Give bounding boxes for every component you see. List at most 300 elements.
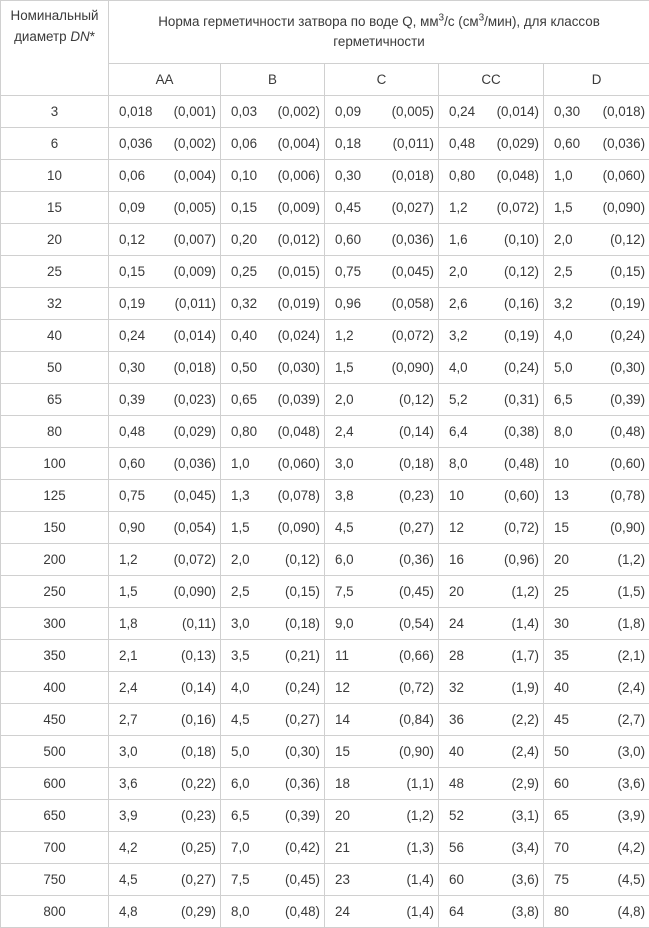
value-mm3-per-s: 0,30 [554,104,580,119]
dn-cell: 15 [1,192,109,224]
value-mm3-per-s: 36 [449,712,464,727]
norm-cell [439,320,544,352]
norm-cell [109,864,221,896]
norm-cell [109,672,221,704]
norm-cell [109,480,221,512]
dn-cell: 650 [1,800,109,832]
value-cm3-per-min: (1,9) [511,680,539,695]
value-cm3-per-min: (0,027) [392,200,434,215]
value-cm3-per-min: (0,004) [278,136,320,151]
norm-title-part3: /мин), для классов [484,14,600,29]
value-cm3-per-min: (0,24) [610,328,645,343]
dn-cell: 10 [1,160,109,192]
value-cm3-per-min: (0,27) [181,872,216,887]
norm-cell [221,832,325,864]
value-cm3-per-min: (0,24) [504,360,539,375]
norm-cell [109,128,221,160]
table-row [1,864,649,896]
table-row [1,672,649,704]
value-mm3-per-s: 0,80 [449,168,475,183]
norm-cell [325,800,439,832]
value-mm3-per-s: 20 [449,584,464,599]
norm-cell [325,864,439,896]
value-cm3-per-min: (2,7) [618,712,646,727]
norm-cell [109,800,221,832]
value-mm3-per-s: 2,7 [119,712,138,727]
value-cm3-per-min: (4,8) [618,904,646,919]
value-cm3-per-min: (3,1) [511,808,539,823]
value-mm3-per-s: 15 [335,744,350,759]
norm-cell [221,224,325,256]
table-row [1,544,649,576]
norm-cell [221,480,325,512]
value-cm3-per-min: (0,054) [174,520,216,535]
value-mm3-per-s: 1,3 [231,488,250,503]
norm-cell [109,704,221,736]
value-cm3-per-min: (0,060) [278,456,320,471]
value-mm3-per-s: 8,0 [554,424,573,439]
value-cm3-per-min: (0,96) [504,552,539,567]
dn-cell: 300 [1,608,109,640]
dn-cell: 125 [1,480,109,512]
value-mm3-per-s: 0,60 [119,456,145,471]
value-cm3-per-min: (0,15) [610,264,645,279]
dn-cell: 3 [1,96,109,128]
value-cm3-per-min: (0,19) [504,328,539,343]
value-cm3-per-min: (0,011) [175,296,216,311]
norm-cell [325,224,439,256]
value-mm3-per-s: 28 [449,648,464,663]
value-cm3-per-min: (2,4) [618,680,646,695]
norm-cell [221,320,325,352]
norm-cell [325,736,439,768]
value-mm3-per-s: 0,06 [119,168,145,183]
dn-cell: 200 [1,544,109,576]
table-row [1,224,649,256]
value-cm3-per-min: (0,036) [603,136,645,151]
norm-cell [109,608,221,640]
value-cm3-per-min: (0,31) [504,392,539,407]
norm-cell [439,224,544,256]
norm-cell [221,768,325,800]
dn-cell: 500 [1,736,109,768]
norm-cell [544,896,649,928]
value-cm3-per-min: (0,018) [603,104,645,119]
value-mm3-per-s: 0,65 [231,392,257,407]
value-cm3-per-min: (0,21) [285,648,320,663]
norm-title-part1: Норма герметичности затвора по воде Q, мм [158,14,438,29]
value-cm3-per-min: (0,009) [278,200,320,215]
norm-cell [439,192,544,224]
value-cm3-per-min: (0,23) [399,488,434,503]
value-mm3-per-s: 0,20 [231,232,257,247]
dn-cell: 40 [1,320,109,352]
table-row [1,704,649,736]
value-cm3-per-min: (1,2) [618,552,646,567]
norm-cell [439,352,544,384]
norm-cell [221,192,325,224]
value-cm3-per-min: (4,2) [618,840,646,855]
value-mm3-per-s: 45 [554,712,569,727]
norm-cell [439,896,544,928]
dn-cell: 600 [1,768,109,800]
value-cm3-per-min: (0,12) [399,392,434,407]
value-mm3-per-s: 0,19 [119,296,145,311]
norm-cell [439,736,544,768]
norm-cell [109,320,221,352]
norm-cell [544,128,649,160]
norm-cell [439,160,544,192]
value-cm3-per-min: (0,029) [497,136,539,151]
value-mm3-per-s: 0,25 [231,264,257,279]
norm-cell [109,640,221,672]
value-mm3-per-s: 60 [449,872,464,887]
value-mm3-per-s: 65 [554,808,569,823]
norm-cell [109,576,221,608]
table-row [1,512,649,544]
norm-cell [325,128,439,160]
value-mm3-per-s: 40 [449,744,464,759]
norm-cell [544,96,649,128]
value-cm3-per-min: (0,39) [285,808,320,823]
value-cm3-per-min: (0,029) [174,424,216,439]
value-cm3-per-min: (2,4) [511,744,539,759]
value-cm3-per-min: (0,018) [392,168,434,183]
value-mm3-per-s: 24 [449,616,464,631]
value-cm3-per-min: (0,090) [392,360,434,375]
norm-cell [544,576,649,608]
norm-cell [221,352,325,384]
dn-cell: 250 [1,576,109,608]
value-mm3-per-s: 4,5 [119,872,138,887]
norm-cell [544,256,649,288]
table-row [1,800,649,832]
value-mm3-per-s: 0,24 [119,328,145,343]
value-cm3-per-min: (0,014) [497,104,539,119]
norm-cell [325,832,439,864]
value-mm3-per-s: 75 [554,872,569,887]
value-mm3-per-s: 1,5 [554,200,573,215]
value-mm3-per-s: 1,5 [119,584,138,599]
value-cm3-per-min: (0,12) [285,552,320,567]
value-cm3-per-min: (0,072) [392,328,434,343]
value-mm3-per-s: 4,0 [449,360,468,375]
value-mm3-per-s: 3,9 [119,808,138,823]
value-mm3-per-s: 6,5 [554,392,573,407]
value-mm3-per-s: 2,0 [554,232,573,247]
value-mm3-per-s: 2,0 [335,392,354,407]
value-mm3-per-s: 56 [449,840,464,855]
value-mm3-per-s: 3,2 [554,296,573,311]
class-header-cc: CC [439,64,544,96]
value-mm3-per-s: 1,2 [335,328,354,343]
table-row [1,768,649,800]
value-mm3-per-s: 6,0 [231,776,250,791]
table-row [1,640,649,672]
norm-cell [439,480,544,512]
value-cm3-per-min: (0,54) [399,616,434,631]
norm-cell [221,128,325,160]
value-cm3-per-min: (0,002) [278,104,320,119]
value-cm3-per-min: (0,001) [174,104,216,119]
dn-column-header [1,1,109,96]
norm-title-line2: герметичности [333,34,424,49]
value-cm3-per-min: (0,48) [285,904,320,919]
norm-cell [544,224,649,256]
norm-cell [109,512,221,544]
value-mm3-per-s: 7,0 [231,840,250,855]
value-cm3-per-min: (1,5) [618,584,646,599]
value-mm3-per-s: 13 [554,488,569,503]
dn-cell: 400 [1,672,109,704]
value-mm3-per-s: 20 [554,552,569,567]
value-mm3-per-s: 80 [554,904,569,919]
value-cm3-per-min: (1,4) [511,616,539,631]
value-cm3-per-min: (0,36) [285,776,320,791]
norm-cell [109,352,221,384]
value-mm3-per-s: 15 [554,520,569,535]
value-cm3-per-min: (0,66) [399,648,434,663]
norm-cell [221,96,325,128]
value-mm3-per-s: 0,12 [119,232,145,247]
norm-cell [109,416,221,448]
value-mm3-per-s: 6,0 [335,552,354,567]
value-cm3-per-min: (1,4) [406,904,434,919]
value-mm3-per-s: 0,32 [231,296,257,311]
norm-cell [439,576,544,608]
value-cm3-per-min: (0,024) [278,328,320,343]
value-mm3-per-s: 2,0 [449,264,468,279]
value-mm3-per-s: 0,30 [335,168,361,183]
value-mm3-per-s: 3,0 [231,616,250,631]
norm-title-sup1: 3 [439,13,445,24]
value-cm3-per-min: (0,018) [174,360,216,375]
value-mm3-per-s: 14 [335,712,350,727]
value-cm3-per-min: (0,45) [285,872,320,887]
norm-cell [109,96,221,128]
norm-cell [544,768,649,800]
norm-cell [221,384,325,416]
norm-cell [325,288,439,320]
value-cm3-per-min: (0,060) [603,168,645,183]
table-row [1,480,649,512]
value-mm3-per-s: 0,40 [231,328,257,343]
value-cm3-per-min: (0,22) [181,776,216,791]
norm-cell [325,352,439,384]
value-mm3-per-s: 0,60 [554,136,580,151]
header-row [1,1,649,64]
value-mm3-per-s: 0,06 [231,136,257,151]
value-mm3-per-s: 1,2 [119,552,138,567]
table-row [1,736,649,768]
value-cm3-per-min: (0,18) [285,616,320,631]
value-cm3-per-min: (3,6) [618,776,646,791]
norm-cell [221,416,325,448]
norm-cell [439,640,544,672]
table-row [1,128,649,160]
dn-label-line2: диаметр [14,29,70,44]
value-cm3-per-min: (1,7) [511,648,539,663]
norm-title-part2: /с (см [444,14,479,29]
value-mm3-per-s: 11 [335,648,349,663]
value-cm3-per-min: (0,13) [181,648,216,663]
norm-cell [325,608,439,640]
value-mm3-per-s: 0,18 [335,136,361,151]
value-cm3-per-min: (0,38) [504,424,539,439]
value-cm3-per-min: (0,011) [393,136,434,151]
value-mm3-per-s: 3,8 [335,488,354,503]
value-cm3-per-min: (0,036) [392,232,434,247]
norm-cell [544,608,649,640]
value-mm3-per-s: 0,018 [119,104,153,119]
value-mm3-per-s: 0,48 [449,136,475,151]
value-mm3-per-s: 10 [449,488,464,503]
dn-cell: 80 [1,416,109,448]
norm-cell [544,288,649,320]
table-row [1,320,649,352]
value-mm3-per-s: 20 [335,808,350,823]
norm-cell [439,256,544,288]
dn-cell: 800 [1,896,109,928]
value-mm3-per-s: 12 [335,680,350,695]
value-mm3-per-s: 60 [554,776,569,791]
value-cm3-per-min: (0,14) [181,680,216,695]
norm-cell [325,96,439,128]
value-mm3-per-s: 6,5 [231,808,250,823]
norm-cell [544,672,649,704]
value-cm3-per-min: (3,8) [511,904,539,919]
value-cm3-per-min: (0,29) [181,904,216,919]
value-mm3-per-s: 3,5 [231,648,250,663]
value-mm3-per-s: 2,5 [231,584,250,599]
value-mm3-per-s: 2,6 [449,296,468,311]
value-cm3-per-min: (0,60) [610,456,645,471]
class-header-b: B [221,64,325,96]
norm-cell [325,320,439,352]
table-row [1,608,649,640]
norm-cell [221,288,325,320]
value-cm3-per-min: (0,005) [174,200,216,215]
value-mm3-per-s: 1,0 [554,168,573,183]
value-mm3-per-s: 30 [554,616,569,631]
norm-cell [325,672,439,704]
value-mm3-per-s: 8,0 [231,904,250,919]
value-mm3-per-s: 1,5 [335,360,354,375]
dn-cell: 25 [1,256,109,288]
table-row [1,576,649,608]
norm-cell [109,288,221,320]
norm-cell [439,544,544,576]
norm-cell [544,832,649,864]
table-row [1,896,649,928]
table-row [1,256,649,288]
value-cm3-per-min: (0,002) [174,136,216,151]
norm-cell [325,896,439,928]
value-mm3-per-s: 0,80 [231,424,257,439]
norm-cell [544,480,649,512]
value-mm3-per-s: 0,24 [449,104,475,119]
value-mm3-per-s: 32 [449,680,464,695]
norm-cell [109,384,221,416]
value-cm3-per-min: (0,012) [278,232,320,247]
norm-cell [439,384,544,416]
value-cm3-per-min: (0,009) [174,264,216,279]
value-mm3-per-s: 0,10 [231,168,257,183]
value-mm3-per-s: 3,2 [449,328,468,343]
norm-cell [221,736,325,768]
value-cm3-per-min: (3,6) [511,872,539,887]
value-mm3-per-s: 0,03 [231,104,257,119]
table-row [1,384,649,416]
value-mm3-per-s: 0,60 [335,232,361,247]
value-cm3-per-min: (0,12) [504,264,539,279]
value-mm3-per-s: 35 [554,648,569,663]
norm-cell [544,544,649,576]
norm-cell [439,768,544,800]
value-cm3-per-min: (0,015) [278,264,320,279]
value-mm3-per-s: 0,96 [335,296,361,311]
value-mm3-per-s: 16 [449,552,464,567]
class-header-c: C [325,64,439,96]
norm-cell [325,576,439,608]
dn-cell: 450 [1,704,109,736]
value-mm3-per-s: 0,15 [119,264,145,279]
dn-cell: 32 [1,288,109,320]
value-cm3-per-min: (2,2) [511,712,539,727]
value-mm3-per-s: 5,0 [554,360,573,375]
value-cm3-per-min: (0,090) [174,584,216,599]
norm-cell [439,864,544,896]
norm-cell [109,192,221,224]
norm-cell [221,256,325,288]
value-mm3-per-s: 2,4 [119,680,138,695]
value-mm3-per-s: 50 [554,744,569,759]
value-cm3-per-min: (0,30) [285,744,320,759]
norm-cell [109,896,221,928]
norm-title-sup2: 3 [479,13,485,24]
value-cm3-per-min: (0,007) [174,232,216,247]
value-mm3-per-s: 64 [449,904,464,919]
value-cm3-per-min: (0,048) [278,424,320,439]
norm-cell [439,416,544,448]
value-cm3-per-min: (0,25) [181,840,216,855]
dn-cell: 350 [1,640,109,672]
value-cm3-per-min: (1,2) [511,584,539,599]
norm-cell [439,832,544,864]
value-cm3-per-min: (1,1) [406,776,434,791]
norm-cell [439,608,544,640]
norm-cell [325,768,439,800]
norm-cell [221,576,325,608]
value-mm3-per-s: 0,45 [335,200,361,215]
value-mm3-per-s: 4,0 [554,328,573,343]
value-cm3-per-min: (0,72) [504,520,539,535]
norm-cell [544,512,649,544]
value-cm3-per-min: (0,42) [285,840,320,855]
value-mm3-per-s: 48 [449,776,464,791]
value-cm3-per-min: (1,8) [618,616,646,631]
value-mm3-per-s: 7,5 [335,584,354,599]
value-mm3-per-s: 0,75 [119,488,145,503]
norm-cell [439,128,544,160]
value-cm3-per-min: (0,004) [174,168,216,183]
value-cm3-per-min: (0,72) [399,680,434,695]
norm-cell [544,448,649,480]
value-cm3-per-min: (0,006) [278,168,320,183]
norm-cell [325,448,439,480]
norm-cell [325,416,439,448]
norm-cell [325,384,439,416]
